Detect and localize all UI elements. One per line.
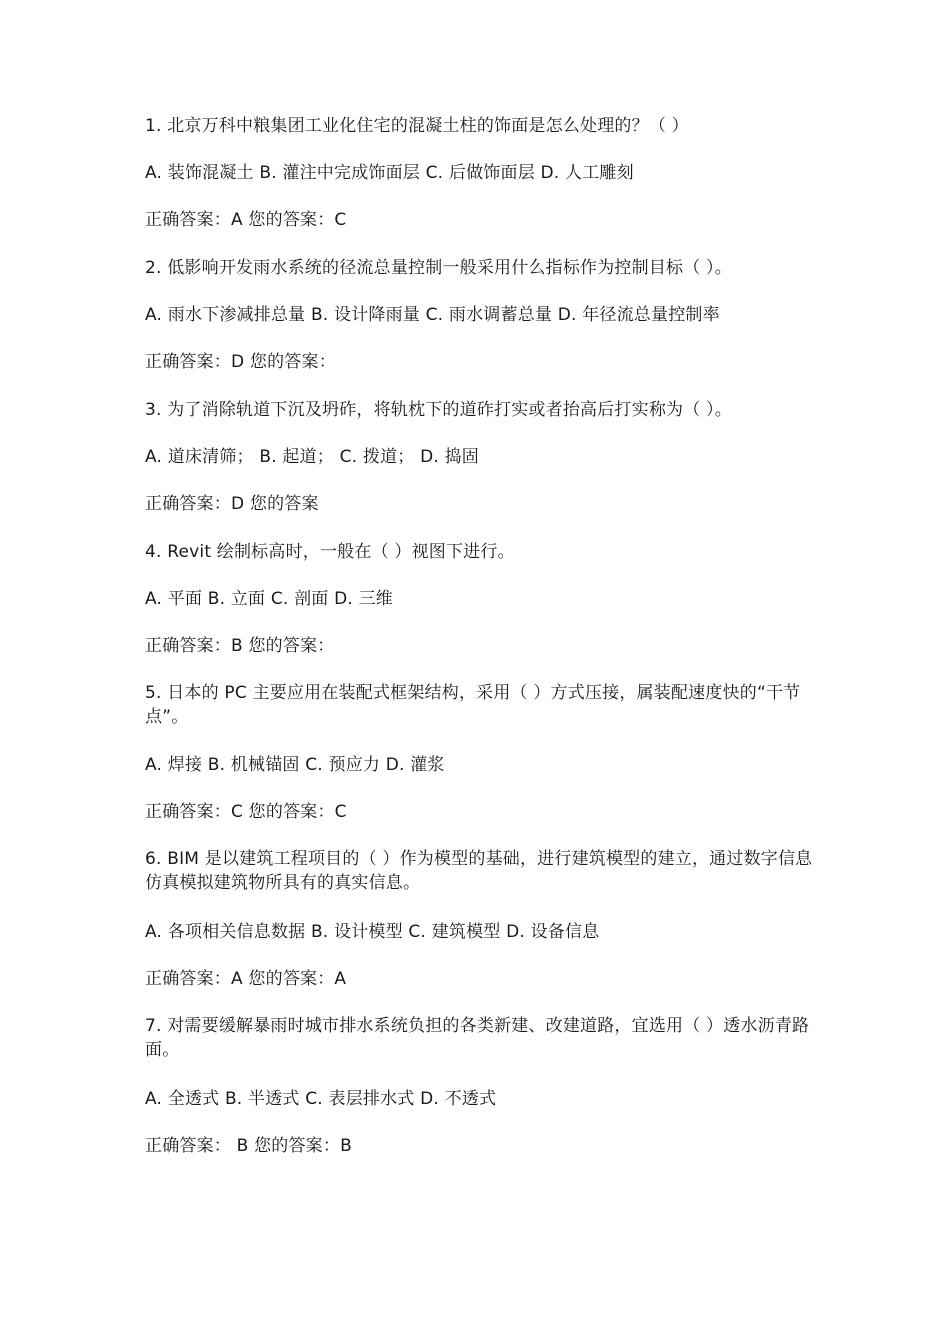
question-4-text: 4. Revit 绘制标高时，一般在（ ）视图下进行。	[145, 542, 515, 562]
question-6-text: 6. BIM 是以建筑工程项目的（ ）作为模型的基础，进行建筑模型的建立，通过数字信息仿真模拟建筑物所具有的真实信息。	[145, 849, 813, 893]
question-1-answer: 正确答案：A 您的答案：C	[145, 210, 347, 230]
question-2-text: 2. 低影响开发雨水系统的径流总量控制一般采用什么指标作为控制目标（ ）。	[145, 258, 732, 278]
question-3-options: A. 道床清筛； B. 起道； C. 拨道； D. 捣固	[145, 447, 479, 467]
question-5-text: 5. 日本的 PC 主要应用在装配式框架结构，采用（ ）方式压接，属装配速度快的“干节点”。	[145, 683, 801, 727]
question-5-options: A. 焊接 B. 机械锚固 C. 预应力 D. 灌浆	[145, 755, 445, 775]
question-1-options: A. 装饰混凝土 B. 灌注中完成饰面层 C. 后做饰面层 D. 人工雕刻	[145, 163, 634, 183]
question-1-text: 1. 北京万科中粮集团工业化住宅的混凝土柱的饰面是怎么处理的？（ ）	[145, 116, 689, 136]
question-2-answer: 正确答案：D 您的答案：	[145, 352, 336, 372]
question-3-answer: 正确答案：D 您的答案	[145, 494, 319, 514]
question-7-answer: 正确答案： B 您的答案：B	[145, 1136, 352, 1156]
question-5-answer: 正确答案：C 您的答案：C	[145, 802, 347, 822]
question-6-answer: 正确答案：A 您的答案：A	[145, 969, 347, 989]
question-4-options: A. 平面 B. 立面 C. 剖面 D. 三维	[145, 589, 393, 609]
question-7-text: 7. 对需要缓解暴雨时城市排水系统负担的各类新建、改建道路，宜选用（ ）透水沥青路面。	[145, 1016, 810, 1060]
question-7-options: A. 全透式 B. 半透式 C. 表层排水式 D. 不透式	[145, 1089, 497, 1109]
question-4-answer: 正确答案：B 您的答案：	[145, 636, 335, 656]
question-3-text: 3. 为了消除轨道下沉及坍砟，将轨枕下的道砟打实或者抬高后打实称为（ ）。	[145, 400, 732, 420]
question-6-options: A. 各项相关信息数据 B. 设计模型 C. 建筑模型 D. 设备信息	[145, 922, 600, 942]
question-2-options: A. 雨水下渗减排总量 B. 设计降雨量 C. 雨水调蓄总量 D. 年径流总量控制率	[145, 305, 720, 325]
